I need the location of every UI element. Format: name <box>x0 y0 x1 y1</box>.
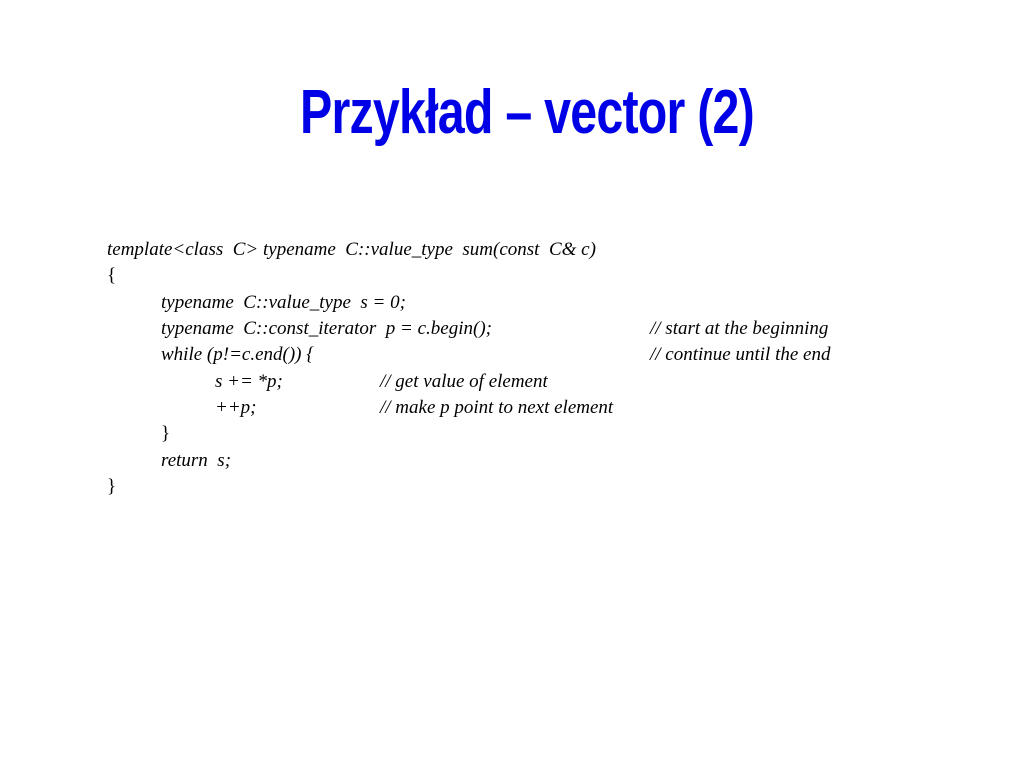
comment-continue: // continue until the end <box>650 344 831 365</box>
code-line-signature: template<class C> typename C::value_type sum(const C& c) <box>107 239 596 260</box>
code-line-close-loop: } <box>161 423 171 444</box>
comment-get-value: // get value of element <box>380 371 548 392</box>
code-line-close-brace: } <box>107 476 117 497</box>
comment-next-element: // make p point to next element <box>380 397 614 418</box>
code-line-declare-s: typename C::value_type s = 0; <box>161 292 406 313</box>
slide-title: Przykład – vector (2) <box>300 78 754 147</box>
code-line-while: while (p!=c.end()) { <box>161 344 314 365</box>
code-line-accumulate: s += *p; <box>215 371 283 392</box>
code-line-return: return s; <box>161 450 232 471</box>
code-line-open-brace: { <box>107 265 117 286</box>
code-line-declare-p: typename C::const_iterator p = c.begin(); <box>161 318 492 339</box>
code-line-increment: ++p; <box>215 397 257 418</box>
comment-start: // start at the beginning <box>650 318 829 339</box>
